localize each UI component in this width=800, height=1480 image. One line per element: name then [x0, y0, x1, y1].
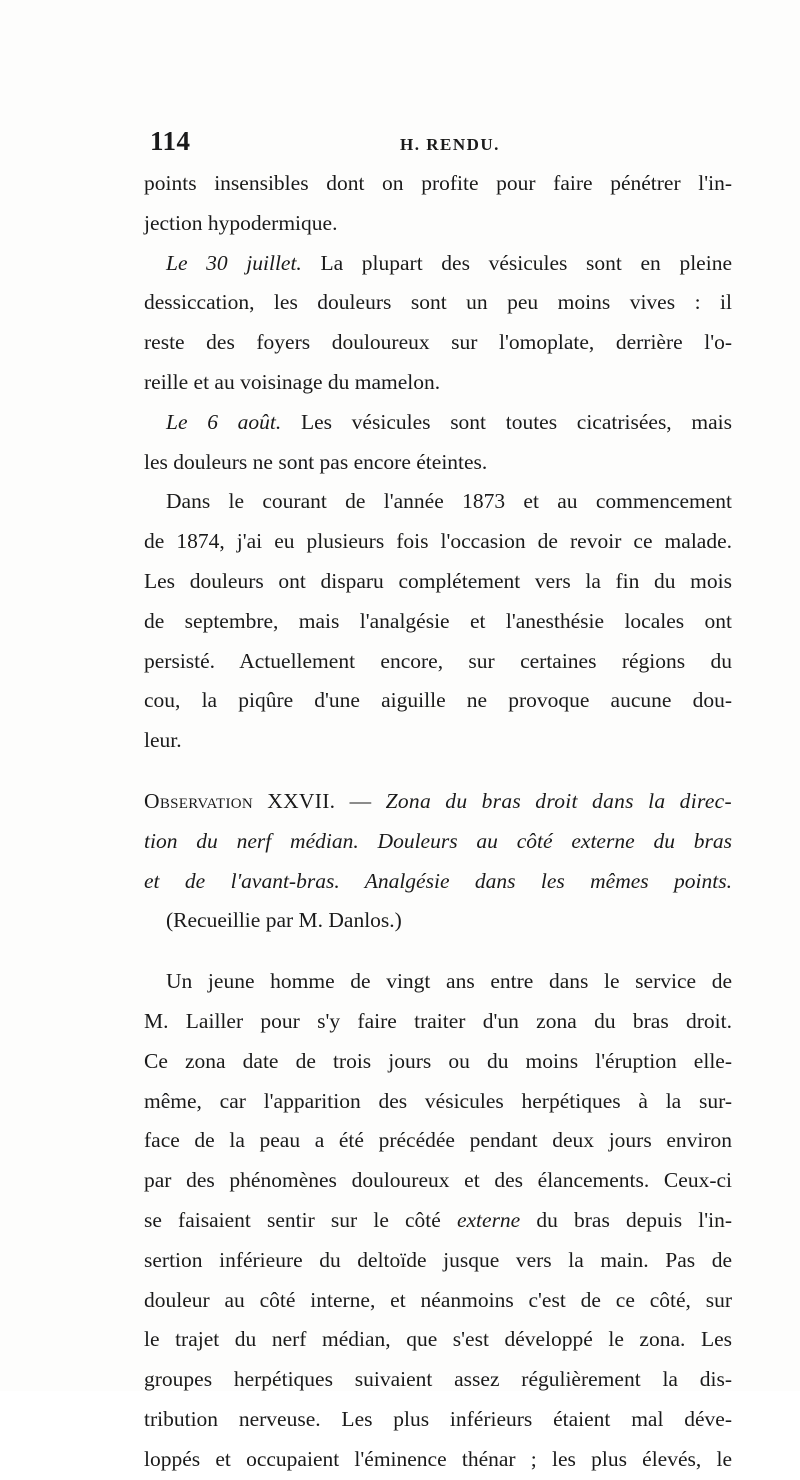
observation-title: et de l'avant-bras. Analgésie dans les mêmes points. [144, 868, 732, 893]
text-fragment: La plupart des vésicules sont en pleine [301, 250, 732, 275]
text-fragment: Les vésicules sont toutes cicatrisées, mais [281, 409, 732, 434]
text-line: douleur au côté interne, et néanmoins c'est de ce côté, sur [144, 1287, 732, 1312]
observation-source: (Recueillie par M. Danlos.) [166, 908, 402, 933]
text-line: de septembre, mais l'analgésie et l'anesthésie locales ont [144, 608, 732, 633]
text-line: jection hypodermique. [144, 210, 338, 235]
date-label: Le 6 août. [166, 409, 282, 434]
text-line [144, 244, 732, 284]
text-line [144, 822, 732, 862]
text-line: persisté. Actuellement encore, sur certaines régions du [144, 648, 732, 673]
observation-label: Observation XXVII. [144, 788, 336, 813]
text-line: même, car l'apparition des vésicules herpétiques à la sur- [144, 1088, 732, 1113]
text-line [144, 403, 732, 443]
page-number: 114 [150, 126, 191, 156]
observation-title: Zona du bras droit dans la direc- [385, 788, 732, 813]
spacer [144, 941, 732, 962]
text-line [144, 1201, 732, 1241]
text-line: le trajet du nerf médian, que s'est développé le zona. Les [144, 1327, 732, 1352]
spacer [144, 761, 732, 782]
text-line: groupes herpétiques suivaient assez régulièrement la dis- [144, 1367, 732, 1392]
text-line: dessiccation, les douleurs sont un peu moins vives : il [144, 290, 732, 315]
text-line: reste des foyers douloureux sur l'omoplate, derrière l'o- [144, 330, 732, 355]
text-line: tribution nerveuse. Les plus inférieurs étaient mal déve- [144, 1406, 732, 1431]
text-fragment: du bras depuis l'in- [520, 1207, 732, 1232]
text-line: points insensibles dont on profite pour faire pénétrer l'in- [144, 171, 732, 195]
running-head: H. RENDU. [400, 135, 500, 154]
body-text [144, 164, 732, 1480]
text-line: reille et au voisinage du mamelon. [144, 369, 441, 394]
emphasis: externe [456, 1207, 521, 1232]
text-line: Un jeune homme de vingt ans entre dans le service de [166, 969, 732, 994]
text-line: de 1874, j'ai eu plusieurs fois l'occasion de revoir ce malade. [144, 529, 732, 554]
text-line: par des phénomènes douloureux et des élancements. Ceux-ci [144, 1168, 732, 1193]
text-line: loppés et occupaient l'éminence thénar ; les plus élevés, le [144, 1446, 732, 1471]
date-label: Le 30 juillet. [166, 250, 302, 275]
text-line [144, 862, 732, 902]
observation-heading [144, 782, 732, 822]
observation-title: tion du nerf médian. Douleurs au côté externe du bras [144, 828, 732, 853]
text-line: Ce zona date de trois jours ou du moins l'éruption elle- [144, 1048, 732, 1073]
text-line: Dans le courant de l'année 1873 et au commencement [166, 489, 732, 514]
text-fragment: se faisaient sentir sur le côté [144, 1207, 457, 1232]
dash: — [335, 788, 386, 813]
text-line: les douleurs ne sont pas encore éteintes. [144, 449, 488, 474]
text-line: cou, la piqûre d'une aiguille ne provoque aucune dou- [144, 688, 732, 713]
text-line: face de la peau a été précédée pendant deux jours environ [144, 1128, 732, 1153]
page-header [150, 126, 730, 160]
text-line: Les douleurs ont disparu complétement vers la fin du mois [144, 568, 732, 593]
text-line: sertion inférieure du deltoïde jusque vers la main. Pas de [144, 1247, 732, 1272]
text-line: leur. [144, 728, 182, 753]
text-line: M. Lailler pour s'y faire traiter d'un zona du bras droit. [144, 1008, 732, 1033]
